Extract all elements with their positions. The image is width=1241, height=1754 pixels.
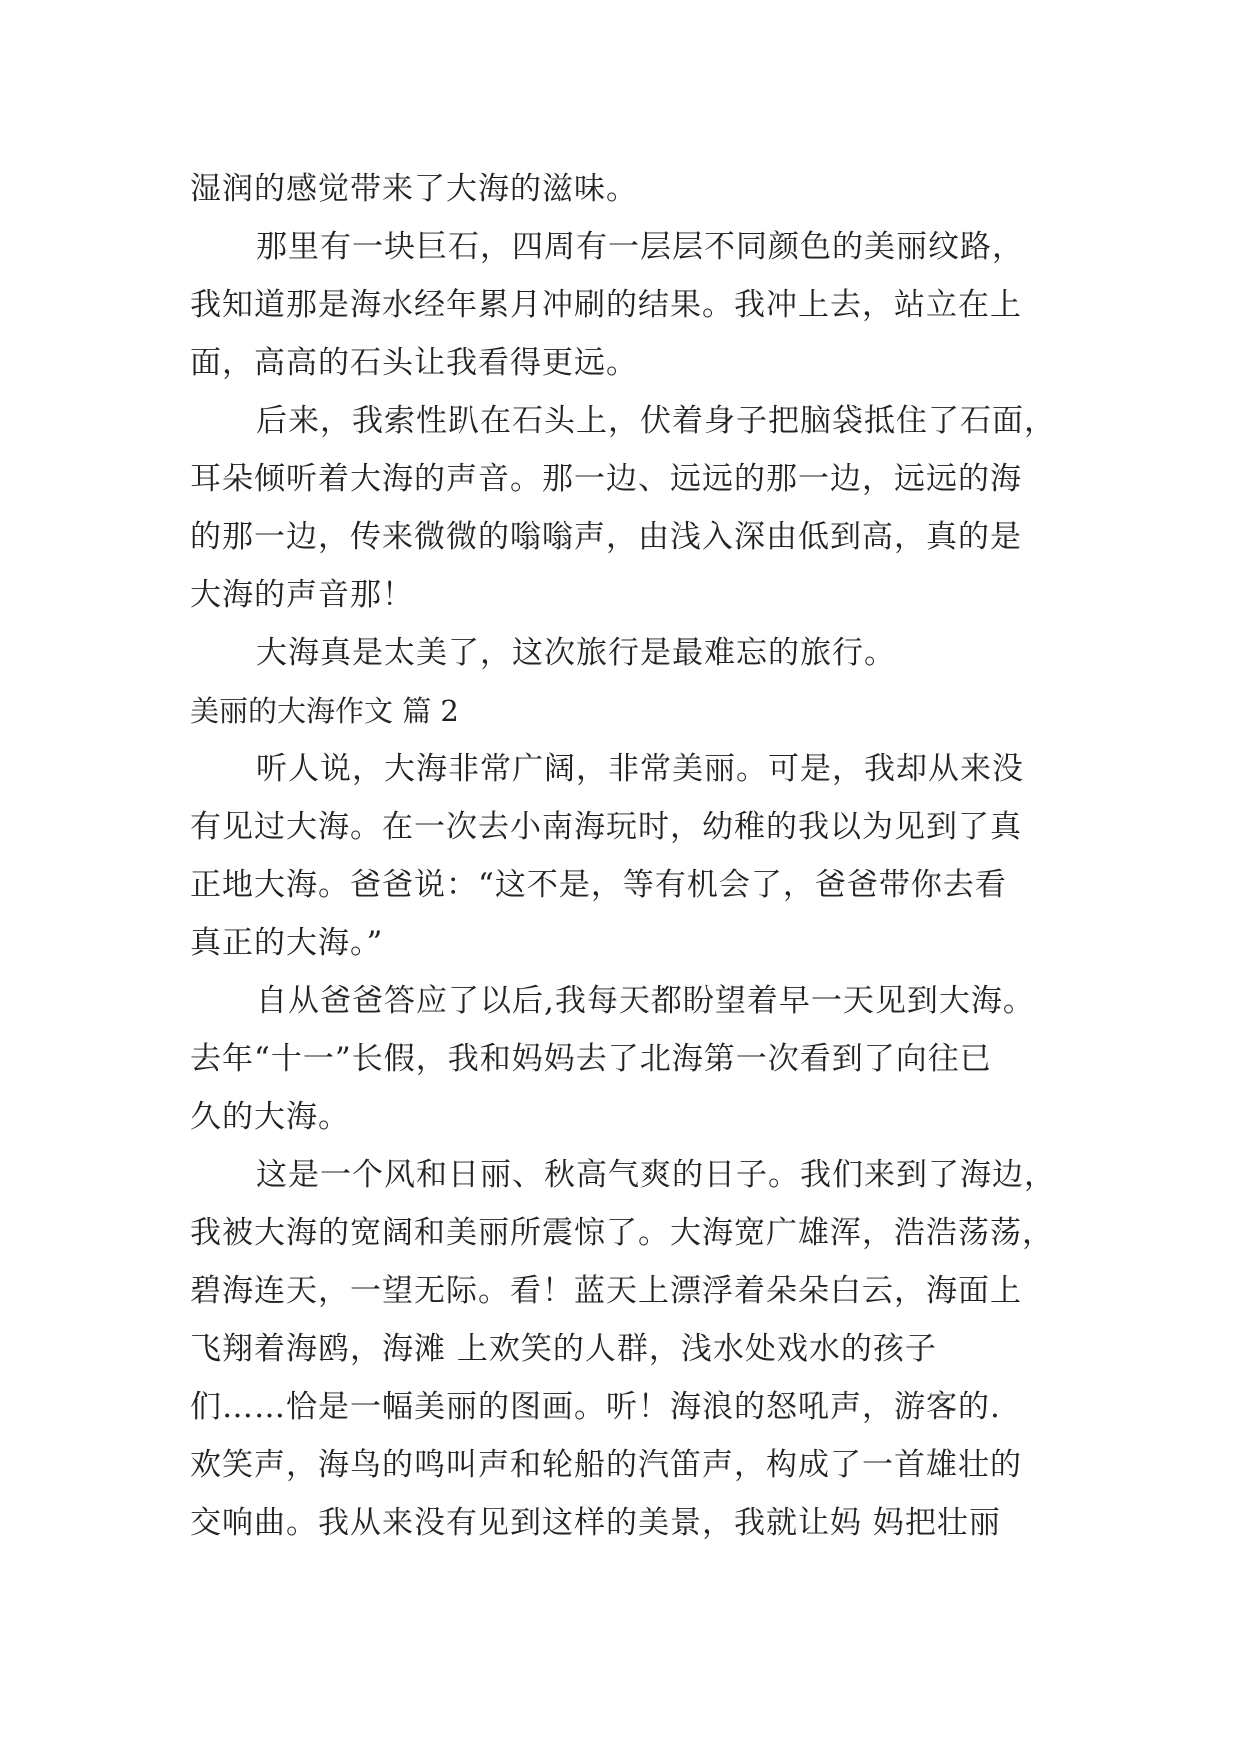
document-body [190, 160, 1060, 1552]
paragraph-start-line: 自从爸爸答应了以后,我每天都盼望着早一天见到大海。 [256, 983, 1035, 1019]
text-line: 面，高高的石头让我看得更远。 [190, 345, 638, 381]
text-line: 真正的大海。” [190, 925, 384, 961]
text-line: 去年“十一”长假，我和妈妈去了北海第一次看到了向往已 [190, 1041, 992, 1077]
text-line: 碧海连天，一望无际。看！蓝天上漂浮着朵朵白云，海面上 [190, 1273, 1022, 1309]
text-line: 飞翔着海鸥，海滩 上欢笑的人群，浅水处戏水的孩子 [190, 1331, 937, 1367]
paragraph-start-line: 听人说，大海非常广阔，非常美丽。可是，我却从来没 [256, 751, 1024, 787]
text-line: 们……恰是一幅美丽的图画。听！海浪的怒吼声，游客的. [190, 1389, 1001, 1425]
text-line: 久的大海。 [190, 1099, 350, 1135]
text-line: 我被大海的宽阔和美丽所震惊了。大海宽广雄浑，浩浩荡荡， [190, 1215, 1054, 1251]
text-line: 正地大海。爸爸说：“这不是，等有机会了，爸爸带你去看 [190, 867, 1007, 903]
section-heading: 美丽的大海作文 篇 2 [190, 694, 459, 728]
text-line: 湿润的感觉带来了大海的滋味。 [190, 171, 638, 207]
text-line: 我知道那是海水经年累月冲刷的结果。我冲上去，站立在上 [190, 287, 1022, 323]
paragraph-start-line: 大海真是太美了，这次旅行是最难忘的旅行。 [256, 635, 896, 671]
text-line: 交响曲。我从来没有见到这样的美景，我就让妈 妈把壮丽 [190, 1505, 1001, 1541]
text-line: 欢笑声，海鸟的鸣叫声和轮船的汽笛声，构成了一首雄壮的 [190, 1447, 1022, 1483]
text-line: 大海的声音那！ [190, 577, 414, 613]
text-line: 有见过大海。在一次去小南海玩时，幼稚的我以为见到了真 [190, 809, 1022, 845]
text-line: 耳朵倾听着大海的声音。那一边、远远的那一边，远远的海 [190, 461, 1022, 497]
paragraph-start-line: 这是一个风和日丽、秋高气爽的日子。我们来到了海边， [256, 1157, 1056, 1193]
paragraph-start-line: 那里有一块巨石，四周有一层层不同颜色的美丽纹路， [256, 229, 1024, 265]
paragraph-start-line: 后来，我索性趴在石头上，伏着身子把脑袋抵住了石面， [256, 403, 1056, 439]
text-line: 的那一边，传来微微的嗡嗡声，由浅入深由低到高，真的是 [190, 519, 1022, 555]
